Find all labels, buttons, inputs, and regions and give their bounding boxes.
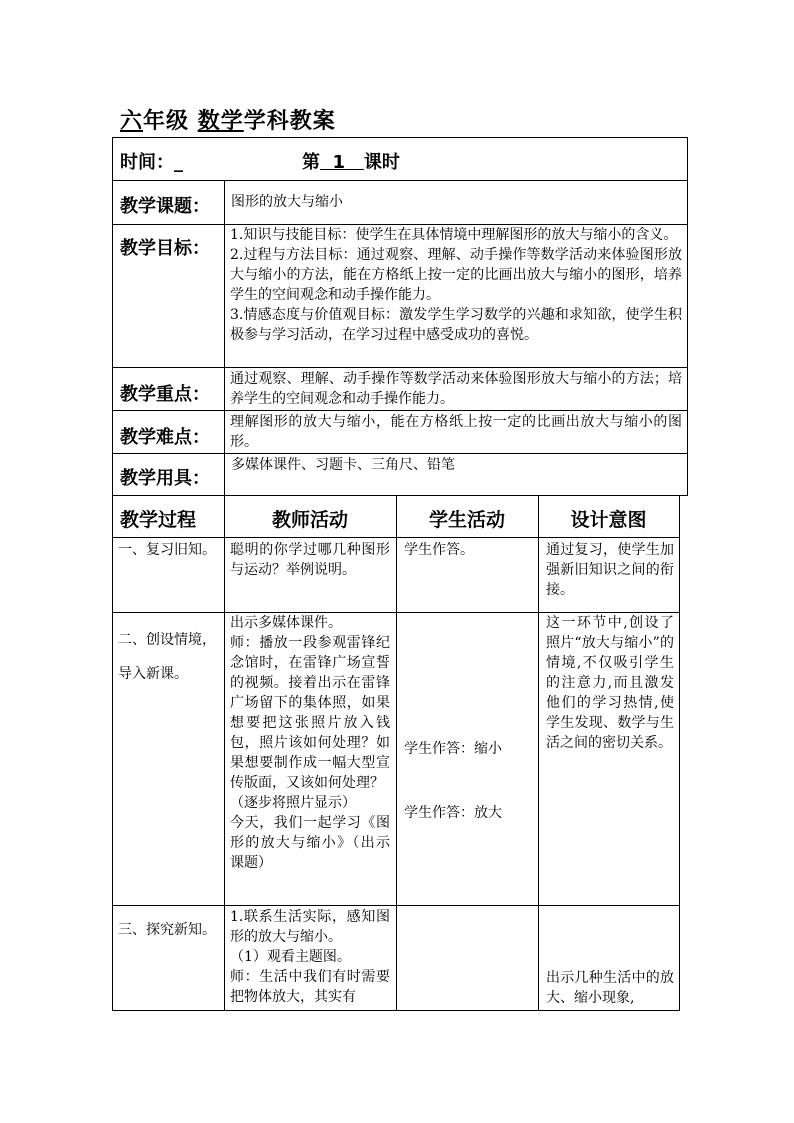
tools-label: 教学用具： xyxy=(120,468,210,489)
subject-suffix: 学科教案 xyxy=(243,109,336,134)
header-student: 学生活动 xyxy=(428,509,505,531)
student-cell: 学生作答。 xyxy=(404,542,474,558)
lesson-count xyxy=(302,148,400,174)
goal-item: 3.情感态度与价值观目标：激发学生学习数学的兴趣和求知欲，使学生积极参与学习活动，在学习过程中感受成功的喜悦。 xyxy=(230,307,682,343)
lesson-number: 1 xyxy=(332,152,346,173)
topic-label: 教学课题： xyxy=(120,196,210,217)
teacher-line: 1.联系生活实际，感知图形的放大与缩小。 xyxy=(230,909,390,945)
key-value: 通过观察、理解、动手操作等数学活动来体验图形放大与缩小的方法；培养学生的空间观念和动手操作能力。 xyxy=(230,371,682,407)
stage-cell: 一、复习旧知。 xyxy=(118,542,216,558)
intent-cell: 出示几种生活中的放大、缩小现象, xyxy=(546,970,674,1006)
intent-cell: 这一环节中,创设了照片“放大与缩小”的情境,不仅吸引学生的注意力,而且激发他们的学习热情,使学生发现、数学与生活之间的密切关系。 xyxy=(546,615,674,751)
header-teacher: 教师活动 xyxy=(271,509,348,531)
difficult-label: 教学难点： xyxy=(120,427,210,448)
grade-suffix: 年级 xyxy=(143,109,190,134)
teacher-line: 师：播放一段参观雷锋纪念馆时，在雷锋广场宣誓的视频。接着出示在雷锋广场留下的集体照，如果想要把这张照片放入钱包，照片该如何处理？如果想要制作成一幅大型宣传版面，又该如何处理？ xyxy=(230,635,390,791)
goal-item: 1.知识与技能目标：使学生在具体情境中理解图形的放大与缩小的含义。 xyxy=(230,227,678,243)
lesson-suffix: 课时 xyxy=(363,152,400,173)
teacher-line: （逐步将照片显示） xyxy=(230,795,356,811)
teacher-cell xyxy=(230,907,390,1007)
student-cell: 学生作答：缩小 xyxy=(404,741,502,757)
stage-cell: 导入新课。 xyxy=(118,666,188,682)
key-label: 教学重点： xyxy=(120,384,210,405)
difficult-value: 理解图形的放大与缩小，能在方格纸上按一定的比画出放大与缩小的图形。 xyxy=(230,414,682,450)
subject: 数学 xyxy=(197,109,244,134)
lesson-prefix: 第 xyxy=(302,152,320,173)
stage-cell: 三、探究新知。 xyxy=(118,922,216,938)
document-title xyxy=(120,104,336,135)
time-label: 时间：_ xyxy=(120,152,183,173)
topic-value: 图形的放大与缩小 xyxy=(231,194,343,210)
header-process: 教学过程 xyxy=(120,509,197,531)
header-intent: 设计意图 xyxy=(570,509,647,531)
teacher-cell xyxy=(230,613,390,873)
teacher-line: 师：生活中我们有时需要把物体放大，其实有 xyxy=(230,969,390,1005)
goal-list xyxy=(230,225,682,345)
teacher-line: 出示多媒体课件。 xyxy=(230,615,342,631)
tools-value: 多媒体课件、习题卡、三角尺、铅笔 xyxy=(231,457,455,473)
goal-item: 2.过程与方法目标：通过观察、理解、动手操作等数学活动来体验图形放大与缩小的方法，能在方格纸上按一定的比画出放大与缩小的图形，培养学生的空间观念和动手操作能力。 xyxy=(230,247,682,303)
goal-label: 教学目标： xyxy=(120,238,210,259)
student-cell: 学生作答：放大 xyxy=(404,805,502,821)
teacher-cell: 聪明的你学过哪几种图形与运动？举例说明。 xyxy=(230,542,390,578)
teacher-line: （1）观看主题图。 xyxy=(230,949,351,965)
teacher-line: 今天，我们一起学习《图形的放大与缩小》（出示课题） xyxy=(230,815,390,871)
grade: 六 xyxy=(120,109,144,134)
stage-cell: 二、创设情境， xyxy=(118,632,216,648)
intent-cell: 通过复习，使学生加强新旧知识之间的衔接。 xyxy=(546,542,674,598)
